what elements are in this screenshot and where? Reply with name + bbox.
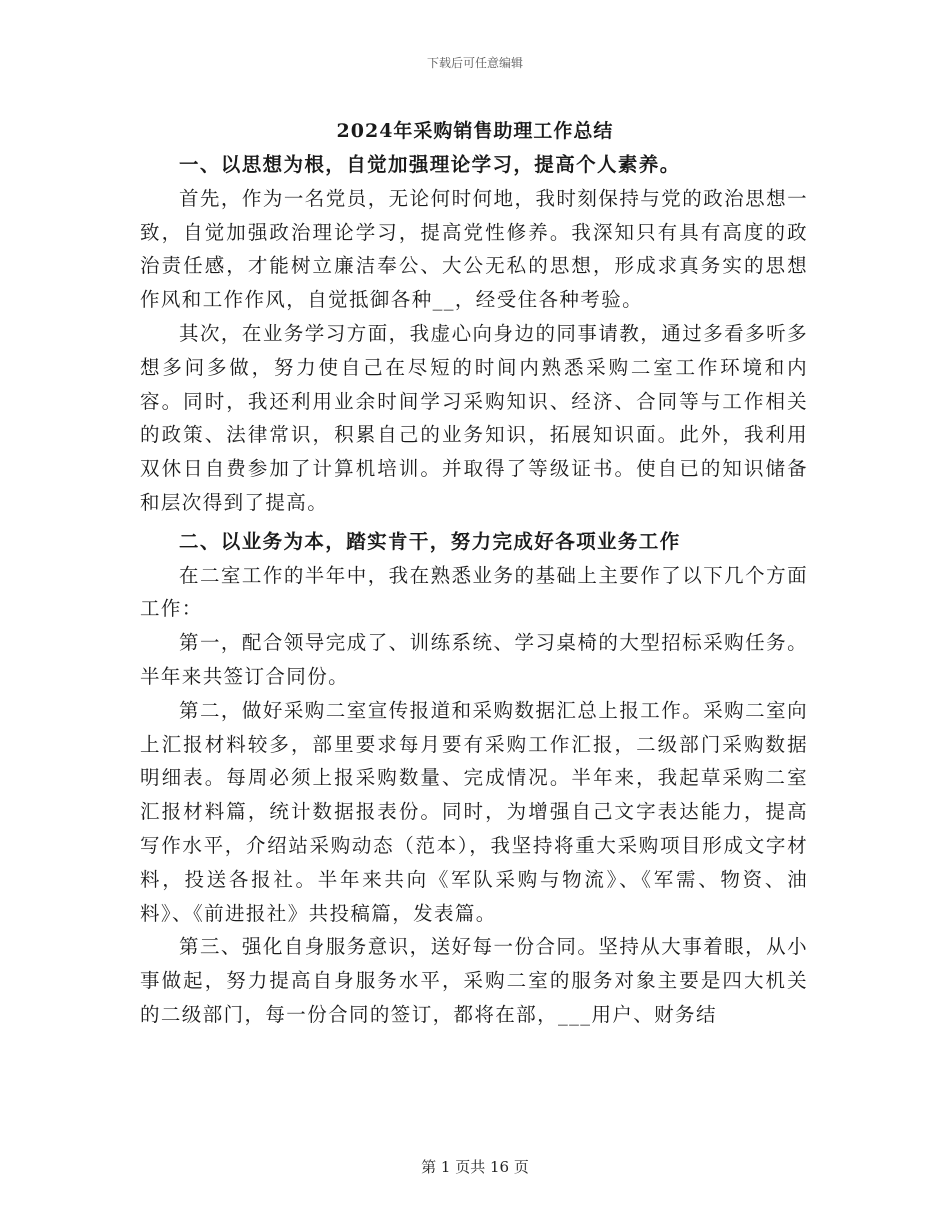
section-1-heading: 一、以思想为根，自觉加强理论学习，提高个人素养。 xyxy=(179,153,681,176)
document-title: 2024年采购销售助理工作总结 xyxy=(336,120,614,142)
section-2-intro: 在二室工作的半年中，我在熟悉业务的基础上主要作了以下几个方面工作： xyxy=(140,563,808,621)
section-2-heading: 二、以业务为本，踏实肯干，努力完成好各项业务工作 xyxy=(179,529,681,553)
section-1-paragraph-1: 首先，作为一名党员，无论何时何地，我时刻保持与党的政治思想一致，自觉加强政治理论学习，提高党性修养。我深知只有具有高度的政治责任感，才能树立廉洁奉公、大公无私的思想，形成求真务实的思想作风和工作作风，自觉抵御各种__，经受住各种考验。 xyxy=(140,186,808,312)
header-note: 下载后可任意编辑 xyxy=(426,56,523,70)
section-2-item-1: 第一，配合领导完成了、训练系统、学习桌椅的大型招标采购任务。半年来共签订合同份。 xyxy=(140,631,808,688)
section-2-item-3: 第三、强化自身服务意识，送好每一份合同。坚持从大事着眼，从小事做起，努力提高自身服务水平，采购二室的服务对象主要是四大机关的二级部门，每一份合同的签订，都将在部，___用户、财务结 xyxy=(140,935,808,1026)
document-body xyxy=(140,148,808,1032)
page-number-footer: 第 1 页共 16 页 xyxy=(421,1158,529,1176)
section-1-paragraph-2: 其次，在业务学习方面，我虚心向身边的同事请教，通过多看多听多想多问多做，努力使自己在尽短的时间内熟悉采购二室工作环境和内容。同时，我还利用业余时间学习采购知识、经济、合同等与工作相关的政策、法律常识，积累自己的业务知识，拓展知识面。此外，我利用双休日自费参加了计算机培训。并取得了等级证书。使自已的知识储备和层次得到了提高。 xyxy=(140,321,808,514)
section-2-item-2: 第二，做好采购二室宣传报道和采购数据汇总上报工作。采购二室向上汇报材料较多，部里要求每月要有采购工作汇报，二级部门采购数据明细表。每周必须上报采购数量、完成情况。半年来，我起草采购二室汇报材料篇，统计数据报表份。同时，为增强自己文字表达能力，提高写作水平，介绍站采购动态（范本），我坚持将重大采购项目形成文字材料，投送各报社。半年来共向《军队采购与物流》、《军需、物资、油料》、《前进报社》共投稿篇，发表篇。 xyxy=(140,698,808,925)
